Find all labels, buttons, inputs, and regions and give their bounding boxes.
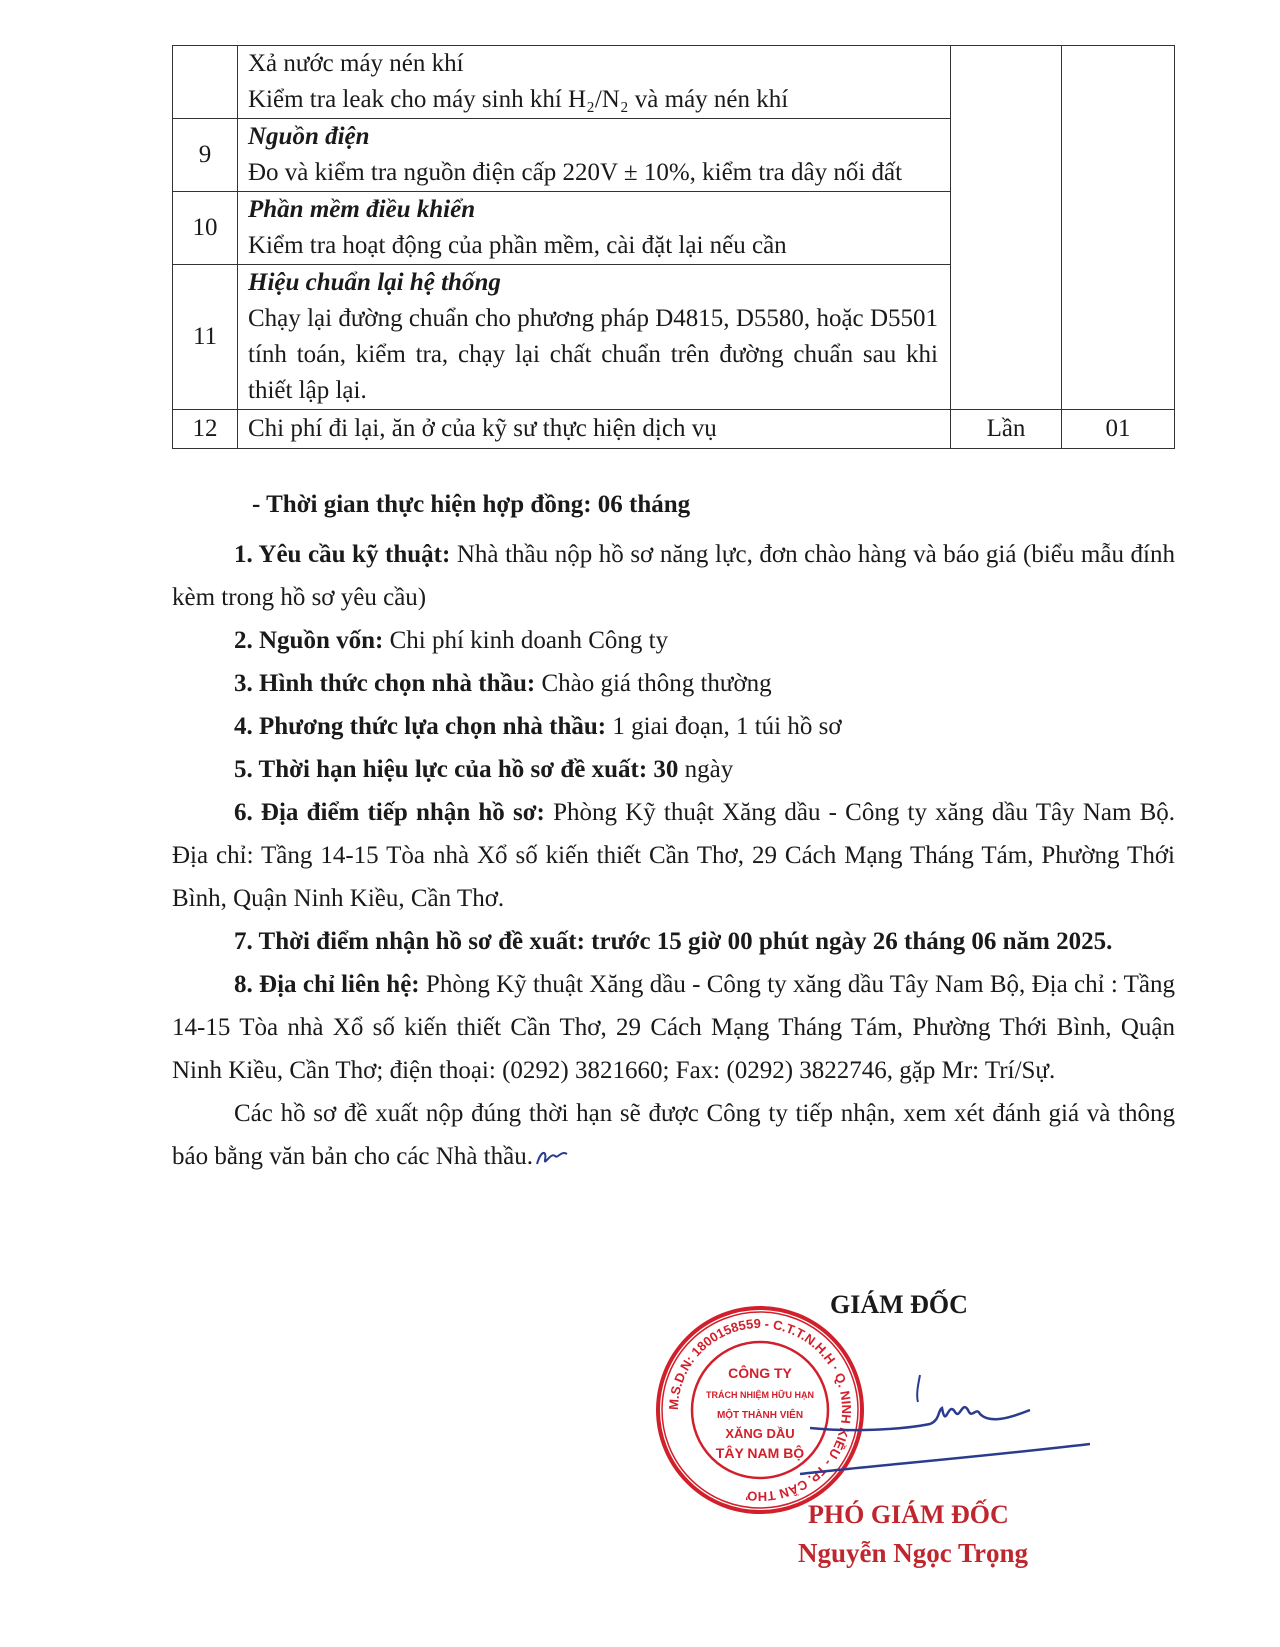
item-label: 2. Nguồn vốn: (234, 627, 384, 654)
row-content (238, 265, 951, 410)
item-label: 8. Địa chỉ liên hệ: (234, 971, 420, 998)
item-label: 5. Thời hạn hiệu lực của hồ sơ đề xuất: 30 (234, 756, 679, 783)
svg-text:MỘT THÀNH VIÊN: MỘT THÀNH VIÊN (716, 1410, 804, 1421)
svg-text:CÔNG TY: CÔNG TY (728, 1365, 792, 1381)
item-contact (172, 963, 1175, 1092)
item-funding (172, 619, 1175, 662)
row-line: Kiểm tra hoạt động của phần mềm, cài đặt lại nếu cần (248, 232, 787, 259)
item-label: 4. Phương thức lựa chọn nhà thầu: (234, 713, 607, 740)
row-number (173, 46, 238, 119)
item-deadline: 7. Thời điểm nhận hồ sơ đề xuất: trước 15 giờ 00 phút ngày 26 tháng 06 năm 2025. (234, 928, 1113, 955)
row-line: Xả nước máy nén khí (248, 50, 464, 77)
closing-text: Các hồ sơ đề xuất nộp đúng thời hạn sẽ được Công ty tiếp nhận, xem xét đánh giá và thông báo bằng văn bản cho các Nhà thầu. (172, 1100, 1175, 1170)
row-number: 12 (173, 410, 238, 449)
item-label: 1. Yêu cầu kỹ thuật: (234, 541, 451, 568)
closing-paragraph (172, 1092, 1175, 1178)
row-unit: Lần (951, 410, 1062, 449)
row-content (238, 46, 951, 119)
signature-block (640, 1270, 1080, 1610)
item-text: Chi phí kinh doanh Công ty (383, 627, 669, 654)
row-number: 9 (173, 119, 238, 192)
row-number: 10 (173, 192, 238, 265)
item-label: 3. Hình thức chọn nhà thầu: (234, 670, 536, 697)
item-text: 1 giai đoạn, 1 túi hồ sơ (606, 713, 842, 740)
signature-title: GIÁM ĐỐC (830, 1290, 968, 1319)
signer-name: Nguyễn Ngọc Trọng (798, 1538, 1029, 1568)
item-selection-method (172, 705, 1175, 748)
signature-scribble (790, 1370, 1090, 1480)
svg-text:TÂY NAM BỘ: TÂY NAM BỘ (715, 1445, 805, 1461)
item-technical-requirements (172, 533, 1175, 619)
table-row (173, 46, 1175, 119)
signer-role: PHÓ GIÁM ĐỐC (808, 1500, 1009, 1529)
svg-text:M.S.D.N: 1800158559 - C.T.T.N.: M.S.D.N: 1800158559 - C.T.T.N.H.H · Q. NINH KIỀU - TP. CẦN THƠ (665, 1315, 855, 1505)
contract-duration: - Thời gian thực hiện hợp đồng: 06 tháng (252, 491, 691, 518)
row-unit (951, 46, 1062, 410)
item-text: Phòng Kỹ thuật Xăng dầu - Công ty xăng dầu Tây Nam Bộ. Địa chỉ: Tầng 14-15 Tòa nhà Xổ số kiến thiết Cần Thơ, 29 Cách Mạng Tháng Tám, Phường Thới Bình, Quận Ninh Kiều, Cần Thơ. (172, 799, 1175, 912)
item-text: ngày (678, 756, 734, 783)
item-receiving-location (172, 791, 1175, 920)
section-title: Nguồn điện (248, 123, 370, 150)
row-line: Chi phí đi lại, ăn ở của kỹ sư thực hiện dịch vụ (248, 415, 717, 442)
row-number: 11 (173, 265, 238, 410)
item-selection-form (172, 662, 1175, 705)
item-text: Phòng Kỹ thuật Xăng dầu - Công ty xăng dầu Tây Nam Bộ, Địa chỉ : Tầng 14-15 Tòa nhà Xổ số kiến thiết Cần Thơ, 29 Cách Mạng Tháng Tám, Phường Thới Bình, Quận Ninh Kiều, Cần Thơ; điện thoại: (0292) 3821660; Fax: (0292) 3822746, gặp Mr: Trí/Sự. (172, 971, 1175, 1084)
initials-mark (533, 1146, 573, 1170)
row-content (238, 119, 951, 192)
row-qty: 01 (1062, 410, 1175, 449)
svg-text:TRÁCH NHIỆM HỮU HẠN: TRÁCH NHIỆM HỮU HẠN (706, 1390, 814, 1400)
item-text: Nhà thầu nộp hồ sơ năng lực, đơn chào hàng và báo giá (biểu mẫu đính kèm trong hồ sơ yêu cầu) (172, 541, 1175, 611)
table-row (173, 410, 1175, 449)
item-validity (172, 748, 1175, 791)
row-line: Chạy lại đường chuẩn cho phương pháp D4815, D5580, hoặc D5501 tính toán, kiểm tra, chạy lại chất chuẩn trên đường chuẩn sau khi thiết lập lại. (248, 305, 938, 404)
row-line: Kiểm tra leak cho máy sinh khí H₂/N₂ và máy nén khí (248, 86, 789, 113)
row-content (238, 192, 951, 265)
svg-text:XĂNG DẦU: XĂNG DẦU (725, 1426, 795, 1441)
item-label: 6. Địa điểm tiếp nhận hồ sơ: (234, 799, 545, 826)
item-text: Chào giá thông thường (535, 670, 772, 697)
row-line: Đo và kiểm tra nguồn điện cấp 220V ± 10%, kiểm tra dây nối đất (248, 159, 903, 186)
document-body (172, 483, 1175, 1178)
specification-table (172, 45, 1175, 449)
section-title: Phần mềm điều khiển (248, 196, 476, 223)
row-qty (1062, 46, 1175, 410)
section-title: Hiệu chuẩn lại hệ thống (248, 269, 501, 296)
row-content (238, 410, 951, 449)
